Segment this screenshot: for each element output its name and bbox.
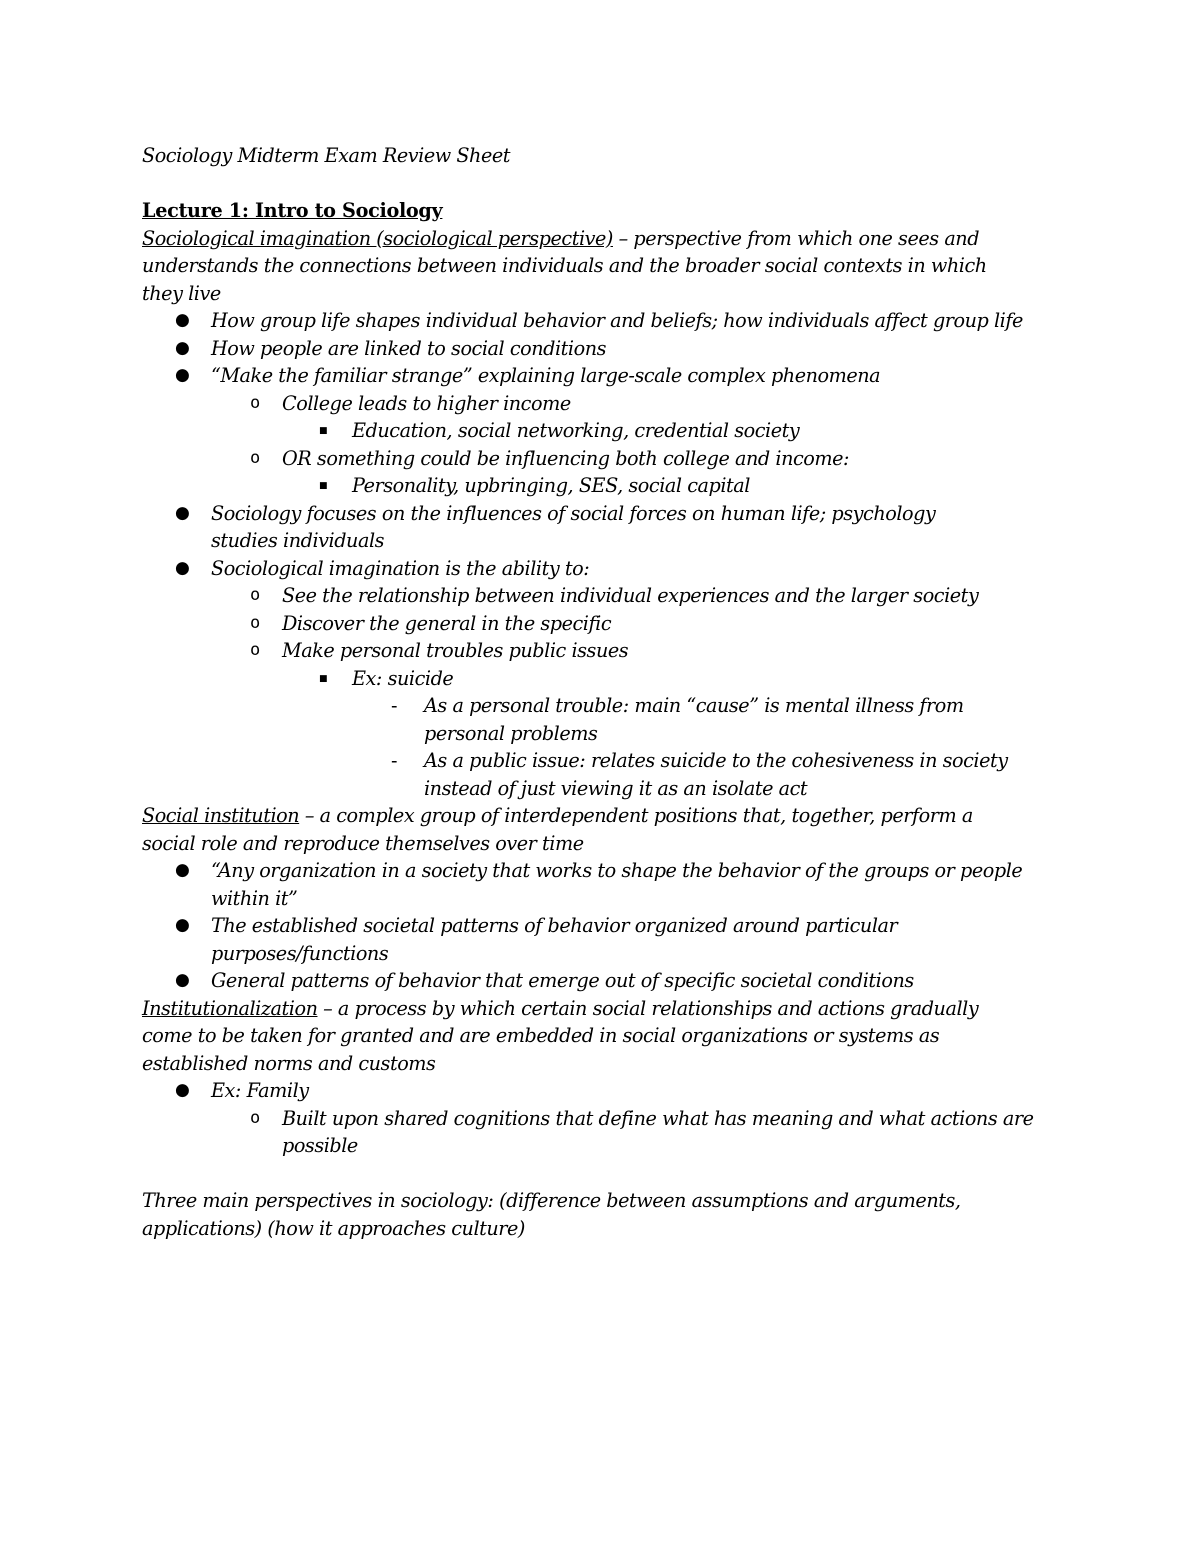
lecture-heading: Lecture 1: Intro to Sociology <box>142 199 443 222</box>
list-item: ● Ex: Family <box>142 1077 1072 1105</box>
bullet-icon: ● <box>175 1080 190 1100</box>
list-item: ● “Make the familiar strange” explaining large-scale complex phenomena <box>142 362 1072 390</box>
bullet-icon: ● <box>175 310 190 330</box>
term-sociological-imagination: Sociological imagination (sociological perspective) <box>142 226 613 250</box>
definition-institutionalization <box>142 995 1072 1023</box>
document-body <box>142 142 1072 1242</box>
definition-text: established norms and customs <box>142 1051 436 1075</box>
list-item: ● Sociological imagination is the ability to: <box>142 555 1072 583</box>
square-bullet-icon: ■ <box>319 481 328 491</box>
bullet-icon: ● <box>175 557 190 578</box>
bullet-icon: ● <box>175 860 190 880</box>
definition-text: social role and reproduce themselves over time <box>142 831 584 855</box>
definition-text: they live <box>142 281 221 305</box>
bullet-icon: ● <box>175 915 190 935</box>
spacer <box>142 1160 1072 1188</box>
list-item: o See the relationship between individual experiences and the larger society <box>142 582 1072 610</box>
circle-bullet-icon: o <box>250 640 260 660</box>
definition-text: – a complex group of interdependent positions that, together, perform a <box>299 804 973 827</box>
list-item: ● How group life shapes individual behavior and beliefs; how individuals affect group life <box>142 307 1072 335</box>
list-item: o College leads to higher income <box>142 390 1072 418</box>
circle-bullet-icon: o <box>250 612 260 633</box>
definition-text: understands the connections between individuals and the broader social contexts in which <box>142 254 987 277</box>
bullet-icon: ● <box>175 502 190 523</box>
list-item: o Built upon shared cognitions that define what has meaning and what actions are possible <box>250 1106 1034 1157</box>
list-item: ■ Education, social networking, credential society <box>142 417 1072 445</box>
list-item: - As a personal trouble: main “cause” is mental illness from personal problems <box>391 694 964 745</box>
list-item: ● How people are linked to social conditions <box>142 335 1072 363</box>
term-social-institution: Social institution <box>142 804 300 827</box>
list-item: ■ Personality, upbringing, SES, social capital <box>142 472 1072 500</box>
list-item: ● Sociology focuses on the influences of social forces on human life; psychology studies individuals <box>175 501 936 552</box>
list-item: ● General patterns of behavior that emerge out of specific societal conditions <box>142 967 1072 995</box>
circle-bullet-icon: o <box>250 392 260 413</box>
definition-text: come to be taken for granted and are embedded in social organizations or systems as <box>142 1024 940 1047</box>
square-bullet-icon: ■ <box>319 426 328 436</box>
bullet-icon: ● <box>175 970 190 990</box>
square-bullet-icon: ■ <box>319 673 328 684</box>
term-institutionalization: Institutionalization <box>142 996 318 1020</box>
list-item: - As a public issue: relates suicide to the cohesiveness in society instead of just viewing it as an isolate act <box>391 749 1008 800</box>
document-title: Sociology Midterm Exam Review Sheet <box>142 144 511 167</box>
circle-bullet-icon: o <box>250 1107 260 1128</box>
definition-text: – a process by which certain social relationships and actions gradually <box>317 996 979 1020</box>
list-item: o Discover the general in the specific <box>142 610 1072 638</box>
bullet-icon: ● <box>175 337 190 358</box>
definition-text: – perspective from which one sees and <box>612 226 980 250</box>
definition-sociological-imagination <box>142 225 1072 253</box>
list-item: ■ Ex: suicide <box>142 665 1072 693</box>
closing-text: applications) (how it approaches culture) <box>142 1216 525 1240</box>
list-item: ● “Any organization in a society that works to shape the behavior of the groups or people within it” <box>175 859 1023 910</box>
circle-bullet-icon: o <box>250 585 260 605</box>
closing-text: Three main perspectives in sociology: (difference between assumptions and arguments, <box>142 1189 961 1212</box>
bullet-icon: ● <box>175 365 190 385</box>
list-item: o Make personal troubles public issues <box>142 637 1072 665</box>
definition-social-institution <box>142 802 1072 830</box>
list-item: ● The established societal patterns of behavior organized around particular purposes/functions <box>175 914 898 965</box>
dash-bullet-icon: - <box>391 749 398 772</box>
circle-bullet-icon: o <box>250 447 260 468</box>
dash-bullet-icon: - <box>391 694 398 717</box>
list-item: o OR something could be influencing both college and income: <box>142 445 1072 473</box>
